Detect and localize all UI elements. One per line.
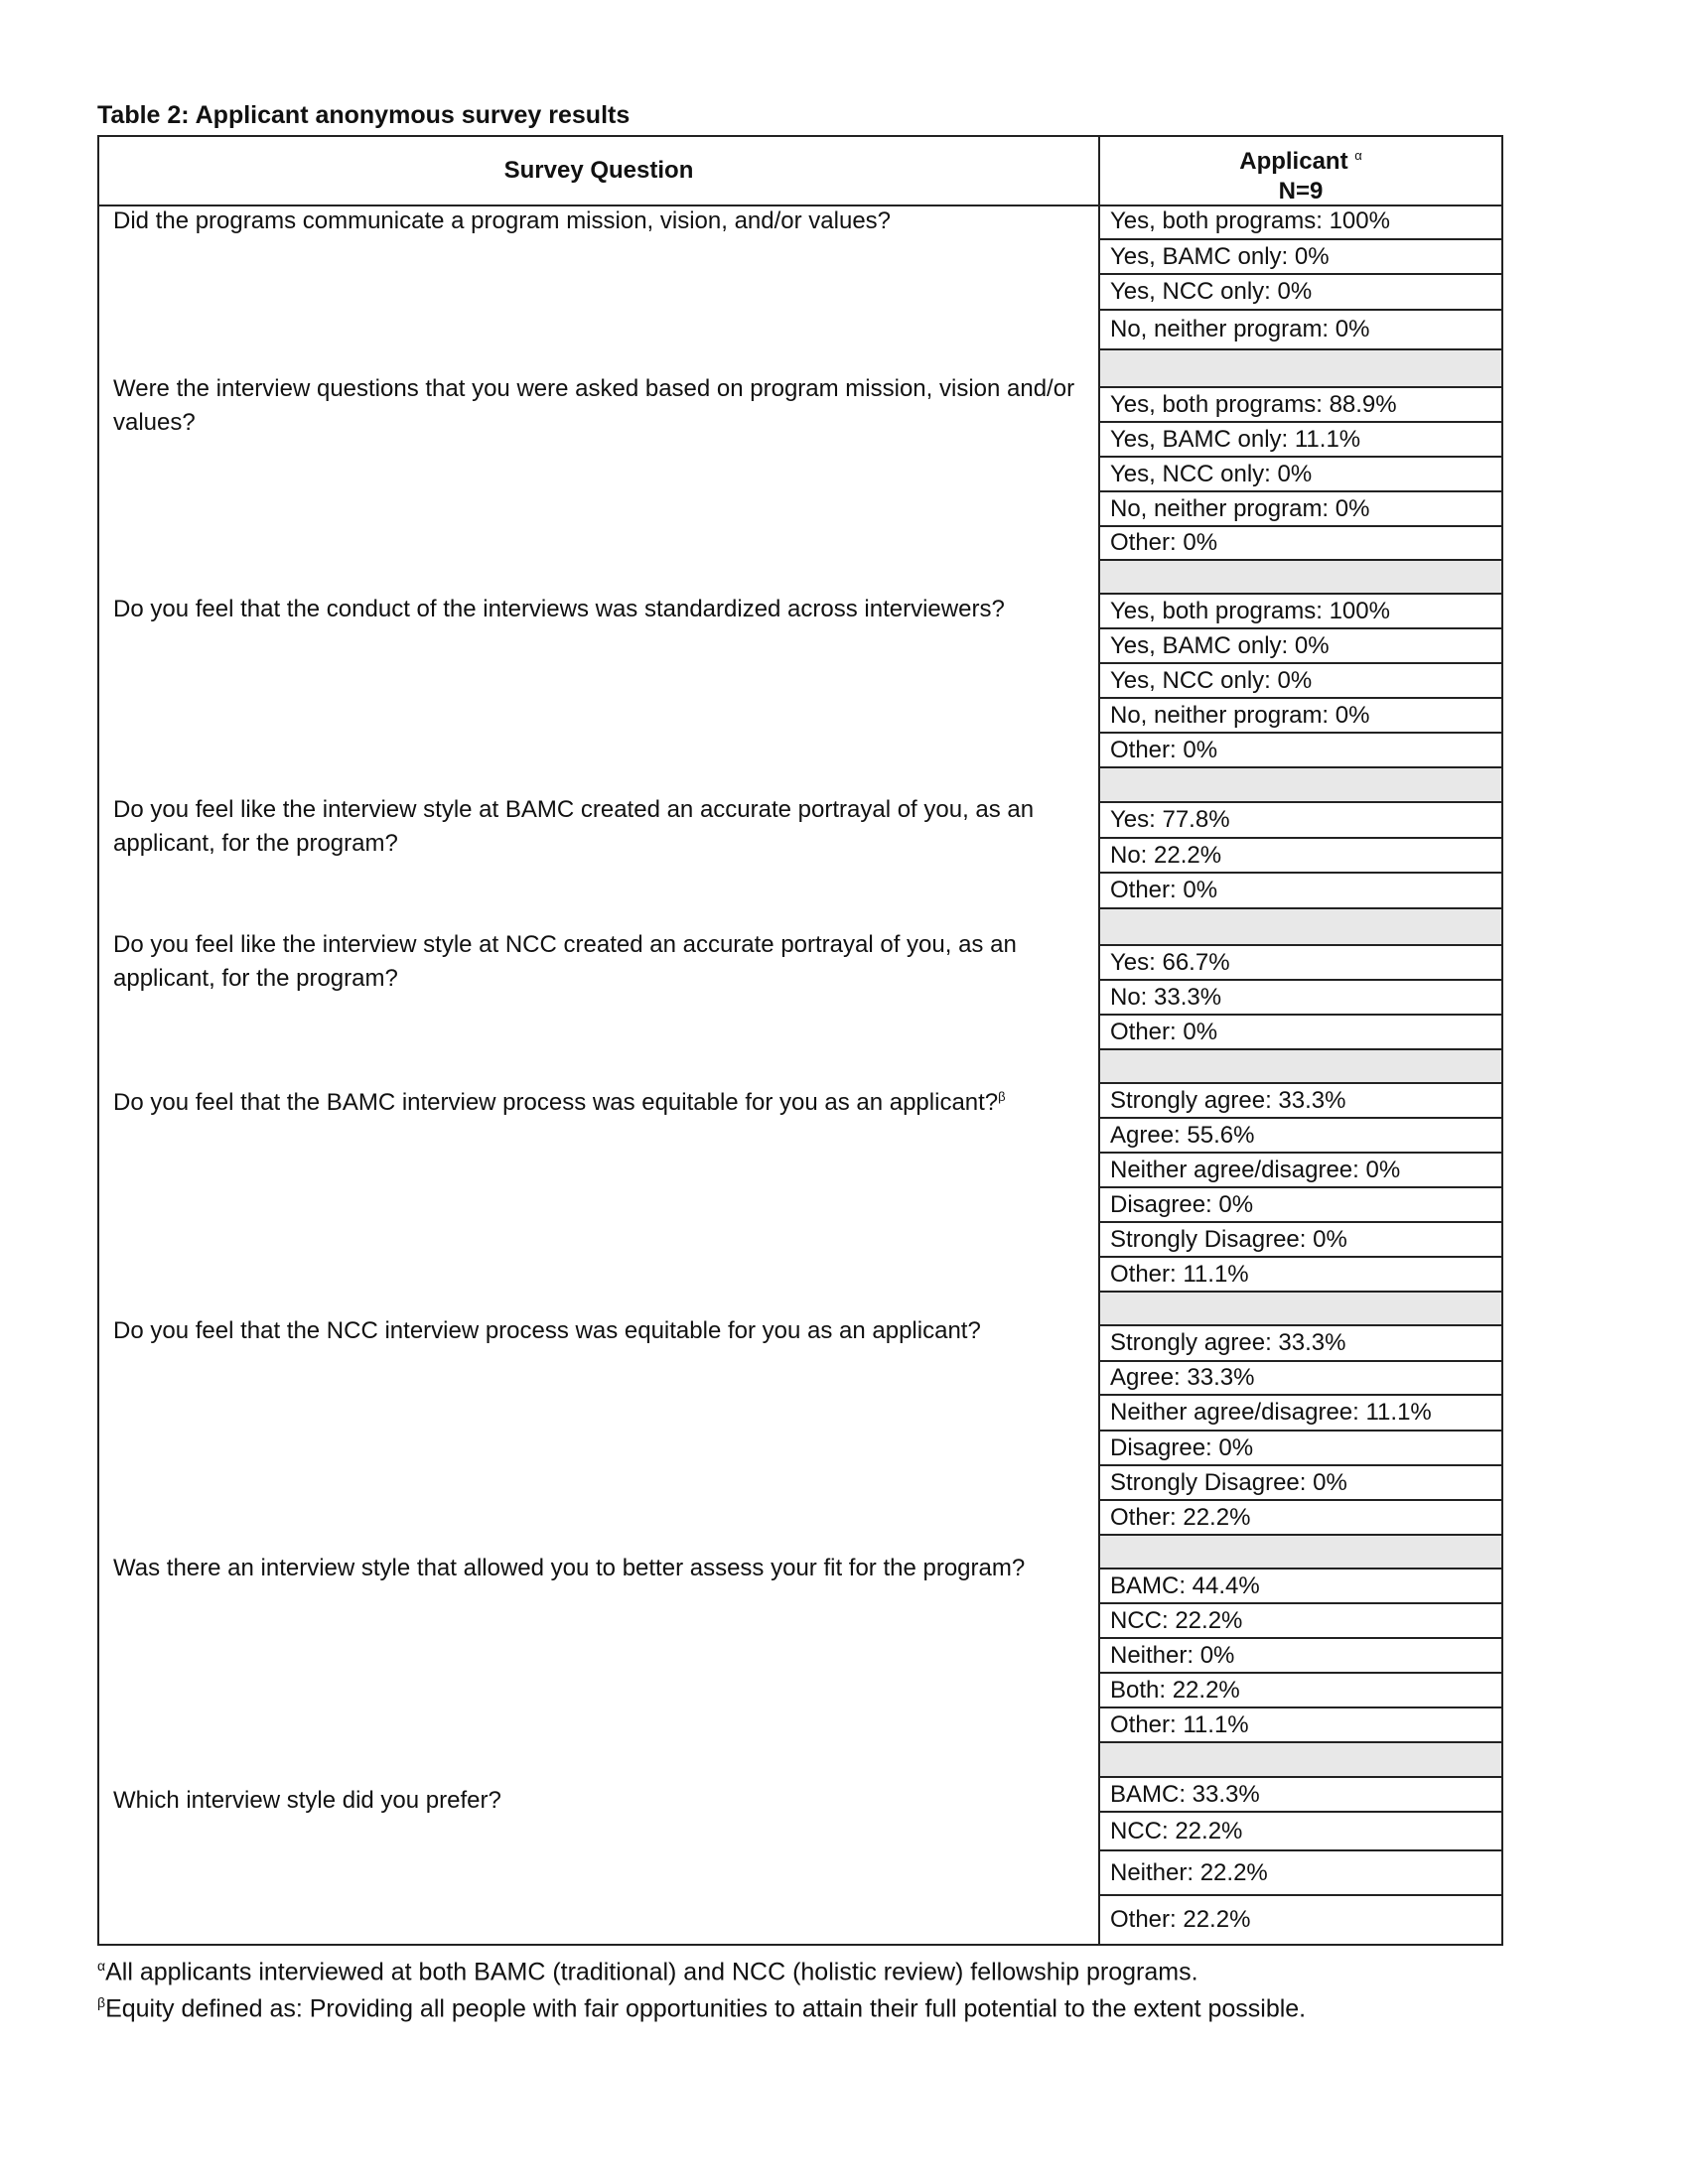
answer-cell: Neither agree/disagree: 0%: [1100, 1152, 1501, 1186]
header-applicant: [1100, 137, 1501, 205]
header-row: [99, 137, 1501, 206]
header-applicant-mark: α: [1354, 148, 1362, 163]
answer-cell: Strongly Disagree: 0%: [1100, 1221, 1501, 1256]
spacer-row: [1100, 1534, 1501, 1568]
answer-cell: Neither: 22.2%: [1100, 1849, 1501, 1894]
answer-cell: Yes, NCC only: 0%: [1100, 662, 1501, 697]
answer-cell: Neither agree/disagree: 11.1%: [1100, 1394, 1501, 1430]
answer-cell: Disagree: 0%: [1100, 1430, 1501, 1464]
footnote: $^\beta$Equity defined as: Providing all people with fair opportunities to attain their full potential to the extent possible.: [97, 1994, 1307, 2023]
question-text: Do you feel that the BAMC interview process was equitable for you as an applicant?$^\beta$: [113, 1089, 1006, 1116]
answer-cell: Both: 22.2%: [1100, 1672, 1501, 1706]
answer-cell: BAMC: 44.4%: [1100, 1568, 1501, 1602]
answer-cell: Yes, NCC only: 0%: [1100, 456, 1501, 490]
answer-cell: BAMC: 33.3%: [1100, 1776, 1501, 1811]
spacer-row: [1100, 559, 1501, 593]
answer-cell: Disagree: 0%: [1100, 1186, 1501, 1221]
header-applicant-label: Applicant: [1239, 148, 1348, 175]
answer-cell: Yes, both programs: 100%: [1100, 593, 1501, 627]
question-text: Do you feel like the interview style at NCC created an accurate portrayal of you, as an applicant, for the program?: [113, 931, 1017, 992]
answer-cell: No, neither program: 0%: [1100, 697, 1501, 732]
answer-cell: Other: 0%: [1100, 872, 1501, 907]
answer-cell: Yes: 77.8%: [1100, 801, 1501, 837]
answer-cell: No, neither program: 0%: [1100, 309, 1501, 348]
question-text: Do you feel that the conduct of the interviews was standardized across interviewers?: [113, 596, 1005, 622]
spacer-row: [1100, 1741, 1501, 1776]
answer-cell: Yes, both programs: 100%: [1110, 207, 1390, 234]
answer-cell: No: 33.3%: [1100, 979, 1501, 1014]
footnote: $^\alpha$All applicants interviewed at both BAMC (traditional) and NCC (holistic review) fellowship programs.: [97, 1958, 1198, 1986]
answer-cell: NCC: 22.2%: [1100, 1602, 1501, 1637]
answer-cell: NCC: 22.2%: [1100, 1811, 1501, 1849]
question-text: Do you feel like the interview style at BAMC created an accurate portrayal of you, as an applicant, for the program?: [113, 796, 1035, 857]
header-survey-question: Survey Question: [503, 157, 694, 184]
answer-cell: Yes, NCC only: 0%: [1100, 273, 1501, 309]
table-title: Table 2: Applicant anonymous survey results: [97, 101, 631, 129]
answer-cell: Strongly Disagree: 0%: [1100, 1464, 1501, 1499]
answer-cell: Other: 0%: [1100, 1014, 1501, 1048]
answer-cell: Neither: 0%: [1100, 1637, 1501, 1672]
question-text: Was there an interview style that allowed you to better assess your fit for the program?: [113, 1555, 1026, 1581]
question-text: Which interview style did you prefer?: [113, 1787, 501, 1814]
answer-cell: Yes, BAMC only: 11.1%: [1100, 421, 1501, 456]
answer-cell: Yes, both programs: 88.9%: [1100, 386, 1501, 421]
question-text: Did the programs communicate a program mission, vision, and/or values?: [113, 207, 892, 234]
answer-cell: No, neither program: 0%: [1100, 490, 1501, 525]
answer-cell: Strongly agree: 33.3%: [1100, 1082, 1501, 1117]
header-n-label: N=9: [1278, 178, 1324, 205]
footnote-mark: β: [998, 1089, 1006, 1104]
answer-cell: Yes, BAMC only: 0%: [1100, 627, 1501, 662]
answer-cell: Other: 0%: [1100, 732, 1501, 766]
answer-cell: No: 22.2%: [1100, 837, 1501, 872]
answer-cell: Agree: 33.3%: [1100, 1360, 1501, 1394]
answer-cell: Yes, BAMC only: 0%: [1100, 238, 1501, 273]
answer-cell: Other: 0%: [1100, 525, 1501, 559]
spacer-row: [1100, 766, 1501, 801]
spacer-row: [1100, 348, 1501, 386]
answer-cell: Agree: 55.6%: [1100, 1117, 1501, 1152]
answer-cell: Other: 11.1%: [1100, 1256, 1501, 1291]
question-text: Were the interview questions that you were asked based on program mission, vision and/or values?: [113, 375, 1075, 436]
survey-table: [97, 135, 1503, 1946]
question-text: Do you feel that the NCC interview process was equitable for you as an applicant?: [113, 1317, 981, 1344]
answer-cell: Other: 11.1%: [1100, 1706, 1501, 1741]
spacer-row: [1100, 1291, 1501, 1324]
answer-cell: Other: 22.2%: [1100, 1499, 1501, 1534]
answer-cell: Yes: 66.7%: [1100, 944, 1501, 979]
spacer-row: [1100, 907, 1501, 944]
spacer-row: [1100, 1048, 1501, 1082]
answer-cell: Other: 22.2%: [1100, 1894, 1501, 1944]
answer-cell: Strongly agree: 33.3%: [1100, 1324, 1501, 1360]
